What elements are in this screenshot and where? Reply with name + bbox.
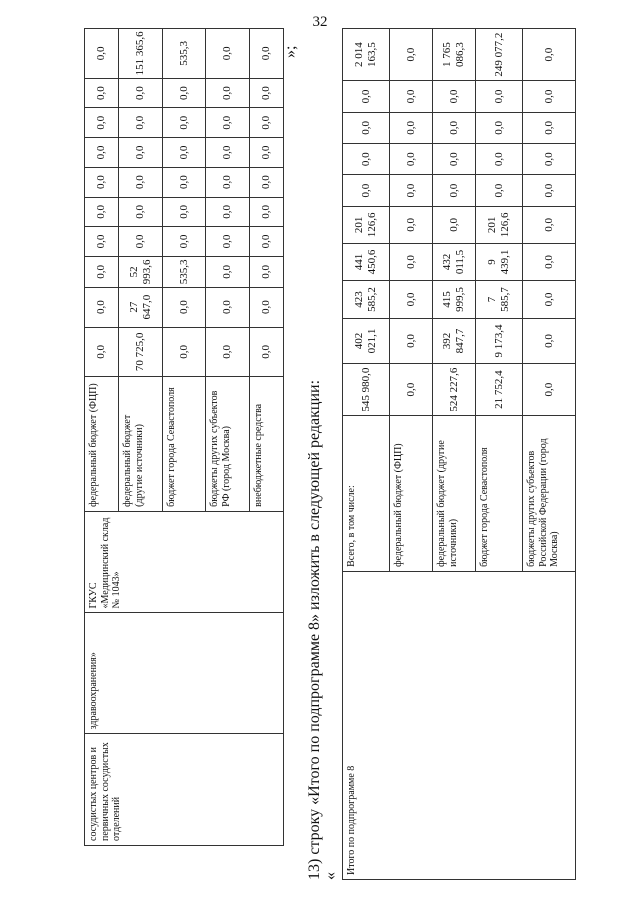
value-cell: 0,0 xyxy=(433,175,476,206)
value-cell: 0,0 xyxy=(390,206,433,243)
value-cell: 0,0 xyxy=(250,227,284,257)
value-cell: 0,0 xyxy=(85,256,119,287)
value-cell: 0,0 xyxy=(163,197,206,227)
subprogram-total-table xyxy=(342,28,576,880)
funding-source-label: бюджеты других субъектов РФ (город Москва) xyxy=(206,377,250,512)
value-cell: 0,0 xyxy=(250,197,284,227)
value-cell: 0,0 xyxy=(250,108,284,138)
value-cell: 9 439,1 xyxy=(476,243,523,280)
value-cell: 0,0 xyxy=(206,287,250,327)
value-cell: 0,0 xyxy=(476,112,523,143)
value-cell: 0,0 xyxy=(390,318,433,363)
value-cell: 0,0 xyxy=(523,318,576,363)
value-cell: 0,0 xyxy=(119,167,163,197)
value-cell: 9 173,4 xyxy=(476,318,523,363)
value-cell: 0,0 xyxy=(523,364,576,416)
value-cell: 0,0 xyxy=(250,256,284,287)
value-cell: 392 847,7 xyxy=(433,318,476,363)
value-cell: 0,0 xyxy=(250,327,284,377)
value-cell: 0,0 xyxy=(85,167,119,197)
value-cell: 0,0 xyxy=(85,287,119,327)
value-cell: 7 585,7 xyxy=(476,281,523,319)
value-cell: 0,0 xyxy=(523,281,576,319)
value-cell: 0,0 xyxy=(390,144,433,175)
value-cell: 0,0 xyxy=(390,175,433,206)
row-title-cell: сосудистых центров и первичных сосудистых отделений xyxy=(85,734,284,846)
value-cell: 21 752,4 xyxy=(476,364,523,416)
amendment-instruction xyxy=(306,28,324,880)
value-cell: 0,0 xyxy=(476,175,523,206)
value-cell: 441 450,6 xyxy=(343,243,390,280)
value-cell: 0,0 xyxy=(523,243,576,280)
value-cell: 0,0 xyxy=(250,167,284,197)
value-cell: 423 585,2 xyxy=(343,281,390,319)
value-cell: 0,0 xyxy=(206,138,250,168)
value-cell: 0,0 xyxy=(85,227,119,257)
value-cell: 0,0 xyxy=(119,197,163,227)
funding-source-label: федеральный бюджет (ФЦП) xyxy=(390,416,433,572)
total-cell: 0,0 xyxy=(250,29,284,79)
value-cell: 545 980,0 xyxy=(343,364,390,416)
value-cell: 524 227,6 xyxy=(433,364,476,416)
value-cell: 0,0 xyxy=(206,256,250,287)
closing-quote: »; xyxy=(282,45,299,58)
value-cell: 201 126,6 xyxy=(343,206,390,243)
subprogram-table-fragment xyxy=(84,28,284,846)
value-cell: 0,0 xyxy=(163,108,206,138)
instruction-text: 13) строку «Итого по подпрограмме 8» изложить в следующей редакции: xyxy=(306,379,323,880)
total-cell: 2 014 163,5 xyxy=(343,29,390,81)
value-cell: 415 999,5 xyxy=(433,281,476,319)
value-cell: 0,0 xyxy=(523,175,576,206)
value-cell: 0,0 xyxy=(163,327,206,377)
value-cell: 0,0 xyxy=(163,167,206,197)
value-cell: 0,0 xyxy=(250,78,284,108)
table-row xyxy=(343,29,390,880)
value-cell: 0,0 xyxy=(523,206,576,243)
value-cell: 0,0 xyxy=(390,243,433,280)
value-cell: 70 725,0 xyxy=(119,327,163,377)
value-cell: 0,0 xyxy=(433,206,476,243)
total-cell: 0,0 xyxy=(390,29,433,81)
total-cell: 151 365,6 xyxy=(119,29,163,79)
total-cell: 0,0 xyxy=(85,29,119,79)
funding-source-label: бюджет города Севастополя xyxy=(476,416,523,572)
value-cell: 0,0 xyxy=(523,112,576,143)
value-cell: 0,0 xyxy=(206,227,250,257)
value-cell: 0,0 xyxy=(390,81,433,112)
rotated-sheet xyxy=(0,28,640,880)
value-cell: 0,0 xyxy=(85,108,119,138)
value-cell: 0,0 xyxy=(343,81,390,112)
value-cell: 0,0 xyxy=(523,144,576,175)
total-cell: 0,0 xyxy=(523,29,576,81)
value-cell: 402 021,1 xyxy=(343,318,390,363)
value-cell: 0,0 xyxy=(390,112,433,143)
funding-source-label: бюджеты других субъектов Российской Федерации (город Москва) xyxy=(523,416,576,572)
value-cell: 0,0 xyxy=(433,112,476,143)
value-cell: 0,0 xyxy=(206,78,250,108)
value-cell: 0,0 xyxy=(119,138,163,168)
value-cell: 0,0 xyxy=(163,227,206,257)
funding-source-label: федеральный бюджет (другие источники) xyxy=(433,416,476,572)
value-cell: 0,0 xyxy=(433,144,476,175)
value-cell: 0,0 xyxy=(433,81,476,112)
funding-source-label: внебюджетные средства xyxy=(250,377,284,512)
value-cell: 0,0 xyxy=(476,144,523,175)
value-cell: 0,0 xyxy=(250,287,284,327)
value-cell: 0,0 xyxy=(523,81,576,112)
funding-source-label: федеральный бюджет (ФЦП) xyxy=(85,377,119,512)
value-cell: 535,3 xyxy=(163,256,206,287)
value-cell: 0,0 xyxy=(206,197,250,227)
value-cell: 0,0 xyxy=(206,167,250,197)
value-cell: 0,0 xyxy=(343,112,390,143)
value-cell: 0,0 xyxy=(119,108,163,138)
total-cell: 0,0 xyxy=(206,29,250,79)
value-cell: 0,0 xyxy=(163,78,206,108)
page-number: 32 xyxy=(312,14,328,30)
value-cell: 27 647,0 xyxy=(119,287,163,327)
value-cell: 0,0 xyxy=(476,81,523,112)
value-cell: 0,0 xyxy=(390,364,433,416)
total-cell: 249 077,2 xyxy=(476,29,523,81)
value-cell: 0,0 xyxy=(85,197,119,227)
value-cell: 0,0 xyxy=(206,327,250,377)
value-cell: 0,0 xyxy=(343,144,390,175)
funding-source-label: бюджет города Севастополя xyxy=(163,377,206,512)
value-cell: 0,0 xyxy=(343,175,390,206)
section-cell: здравоохранения» xyxy=(85,613,284,734)
total-cell: 535,3 xyxy=(163,29,206,79)
value-cell: 0,0 xyxy=(250,138,284,168)
opening-quote: « xyxy=(322,872,339,880)
row-title-cell: Итого по подпрограмме 8 xyxy=(343,571,576,879)
value-cell: 0,0 xyxy=(119,78,163,108)
value-cell: 0,0 xyxy=(85,327,119,377)
value-cell: 0,0 xyxy=(163,138,206,168)
value-cell: 52 993,6 xyxy=(119,256,163,287)
value-cell: 0,0 xyxy=(85,78,119,108)
value-cell: 0,0 xyxy=(85,138,119,168)
value-cell: 0,0 xyxy=(206,108,250,138)
value-cell: 432 011,5 xyxy=(433,243,476,280)
executor-cell: ГКУС «Медицинский склад № 1043» xyxy=(85,511,284,613)
total-cell: 1 765 086,3 xyxy=(433,29,476,81)
value-cell: 0,0 xyxy=(390,281,433,319)
funding-source-label: федеральный бюджет (другие источники) xyxy=(119,377,163,512)
value-cell: 201 126,6 xyxy=(476,206,523,243)
value-cell: 0,0 xyxy=(119,227,163,257)
value-cell: 0,0 xyxy=(163,287,206,327)
table-row xyxy=(85,29,119,846)
funding-source-label: Всего, в том числе: xyxy=(343,416,390,572)
